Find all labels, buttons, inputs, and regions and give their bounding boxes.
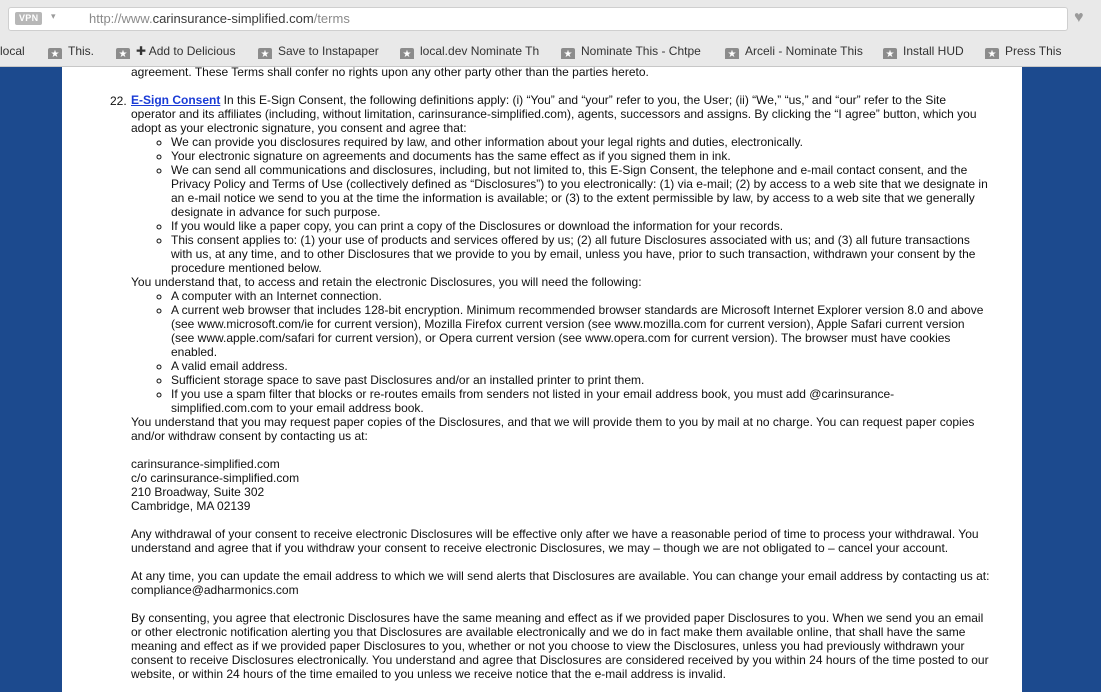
compliance-email: compliance@adharmonics.com [131, 583, 299, 597]
update-email-text: At any time, you can update the email address to which we will send alerts that Disclosures are available. You can change your email address by contacting us at: [131, 569, 990, 583]
bookmark-item[interactable]: ★ Press This [985, 43, 1061, 59]
list-item: ◦ Your electronic signature on agreements and documents has the same effect as if you signed them in ink. [171, 149, 993, 163]
requirements-intro: You understand that, to access and retain the electronic Disclosures, you will need the following: [131, 275, 642, 289]
bookmark-item[interactable]: ★ This. [48, 43, 94, 59]
withdrawal-text: understand and agree that if you withdraw your consent to receive electronic Disclosures, we may – though we are not obligated to – cancel your account. [131, 541, 949, 555]
star-icon: ★ [400, 48, 414, 59]
address-line: c/o carinsurance-simplified.com [131, 471, 300, 485]
consenting-text: consent to receive Disclosures electronically. You understand and agree that Disclosures are considered received by you within 24 hours of the time posted to our [131, 653, 989, 667]
bookmark-item[interactable]: ★ Nominate This - Chtpe [561, 43, 701, 59]
consenting-text: By consenting, you agree that electronic Disclosures have the same meaning and effect as if we provided paper Disclosures to you. When we send you an email [131, 611, 984, 625]
star-icon: ★ [561, 48, 575, 59]
list-item: ◦ We can send all communications and disclosures, including, but not limited to, this E-Sign Consent, the telephone and e-mail contact consent, and the Privacy Policy and Terms of Use (collectively defined as “Disclosures”) to you electronically: (1) via e-mail; (2) by access to a web site that we designate in an e-mail notice we send to you at the time the information is available; or (3) to the extent permissible by law, by access to a web site that we generally designate in advance for such purpose. [171, 163, 993, 219]
list-item: ◦ This consent applies to: (1) your use of products and services offered by us; (2) all future Disclosures associated with us; and (3) all future transactions with us, at any time, and to other Disclosures that we provide to you by email, unless you have, prior to such transaction, withdrawn your consent by the procedure mentioned below. [171, 233, 993, 275]
paper-copy-text: You understand that you may request paper copies of the Disclosures, and that we will provide them to you by mail at no charge. You can request paper copies [131, 415, 975, 429]
favorite-heart-icon[interactable]: ♥ [1074, 9, 1084, 26]
list-item: ◦ Sufficient storage space to save past Disclosures and/or an installed printer to print them. [171, 373, 993, 387]
bookmark-item[interactable]: ★ ✚ Add to Delicious [116, 43, 235, 59]
url-text[interactable]: http://www.carinsurance-simplified.com/terms [89, 11, 350, 26]
address-line: carinsurance-simplified.com [131, 457, 280, 471]
esign-intro-line: operator and its affiliates (including, without limitation, carinsurance-simplified.com), agents, successors and assigns. By clicking the “I agree” button, which you [131, 107, 977, 121]
paper-copy-text: and/or withdraw consent by contacting us at: [131, 429, 368, 443]
address-line: 210 Broadway, Suite 302 [131, 485, 265, 499]
address-bar[interactable] [8, 7, 1068, 31]
list-item: ◦ If you would like a paper copy, you can print a copy of the Disclosures or download the information for your records. [171, 219, 993, 233]
address-line: Cambridge, MA 02139 [131, 499, 251, 513]
browser-chrome [0, 0, 1101, 67]
requirements-list [131, 289, 993, 415]
bookmark-item[interactable]: ★ local.dev Nominate Th [400, 43, 540, 59]
bookmark-item[interactable]: ★ Save to Instapaper [258, 43, 379, 59]
esign-consent-link[interactable]: E-Sign Consent [131, 93, 221, 107]
star-icon: ★ [883, 48, 897, 59]
terms-content [131, 67, 993, 681]
star-icon: ★ [258, 48, 272, 59]
list-item: ◦ If you use a spam filter that blocks or re-routes emails from senders not listed in your email address book, you must add @carinsurance- simplified.com.com to your email address book. [171, 387, 993, 415]
list-item: ◦ A valid email address. [171, 359, 993, 373]
consenting-text: or other electronic notification alerting you that Disclosures are available electronically and we do in fact make them available online, that shall have the same [131, 625, 966, 639]
list-item: ◦ A computer with an Internet connection. [171, 289, 993, 303]
list-item: ◦ We can provide you disclosures required by law, and other information about your legal rights and duties, electronically. [171, 135, 993, 149]
bookmarks-bar [0, 40, 1101, 62]
list-item: ◦ A current web browser that includes 128-bit encryption. Minimum recommended browser standards are Microsoft Internet Explorer version 8.0 and above (see www.microsoft.com/ie for current version), Mozilla Firefox current version (see www.mozilla.com for current version), Apple Safari current version (see www.apple.com/safari for current version), or Opera current version (see www.opera.com for current version). The browser must have cookies enabled. [171, 303, 993, 359]
vpn-dropdown-icon[interactable]: ▾ [51, 11, 56, 21]
consenting-text: meaning and effect as if we provided paper Disclosures to you, whether or not you choose to view the Disclosures, unless you had previously withdrawn your [131, 639, 965, 653]
esign-intro: E-Sign Consent In this E-Sign Consent, the following definitions apply: (i) “You” and “your” refer to you, the User; (ii) “We,” “us,” and “our” refer to the Site [131, 93, 946, 107]
esign-intro-line: adopt as your electronic signature, you consent and agree that: [131, 121, 467, 135]
section-number: 22. [110, 94, 127, 108]
star-icon: ★ [725, 48, 739, 59]
withdrawal-text: Any withdrawal of your consent to receive electronic Disclosures will be effective only after we have a reasonable period of time to process your withdrawal. You [131, 527, 979, 541]
star-icon: ★ [48, 48, 62, 59]
terms-page [62, 67, 1022, 692]
star-icon: ★ [985, 48, 999, 59]
bookmark-item[interactable]: ★ Install HUD [883, 43, 964, 59]
consenting-text: website, or within 24 hours of the time emailed to you unless we receive notice that the e-mail address is invalid. [131, 667, 726, 681]
star-icon: ★ [116, 48, 130, 59]
vpn-badge[interactable]: VPN [15, 12, 42, 25]
previous-section-tail: agreement. These Terms shall confer no rights upon any other party other than the parties hereto. [131, 67, 649, 79]
bookmark-item[interactable]: ★ Arceli - Nominate This [725, 43, 863, 59]
bookmark-item[interactable]: local [0, 44, 25, 58]
consent-list [131, 135, 993, 275]
